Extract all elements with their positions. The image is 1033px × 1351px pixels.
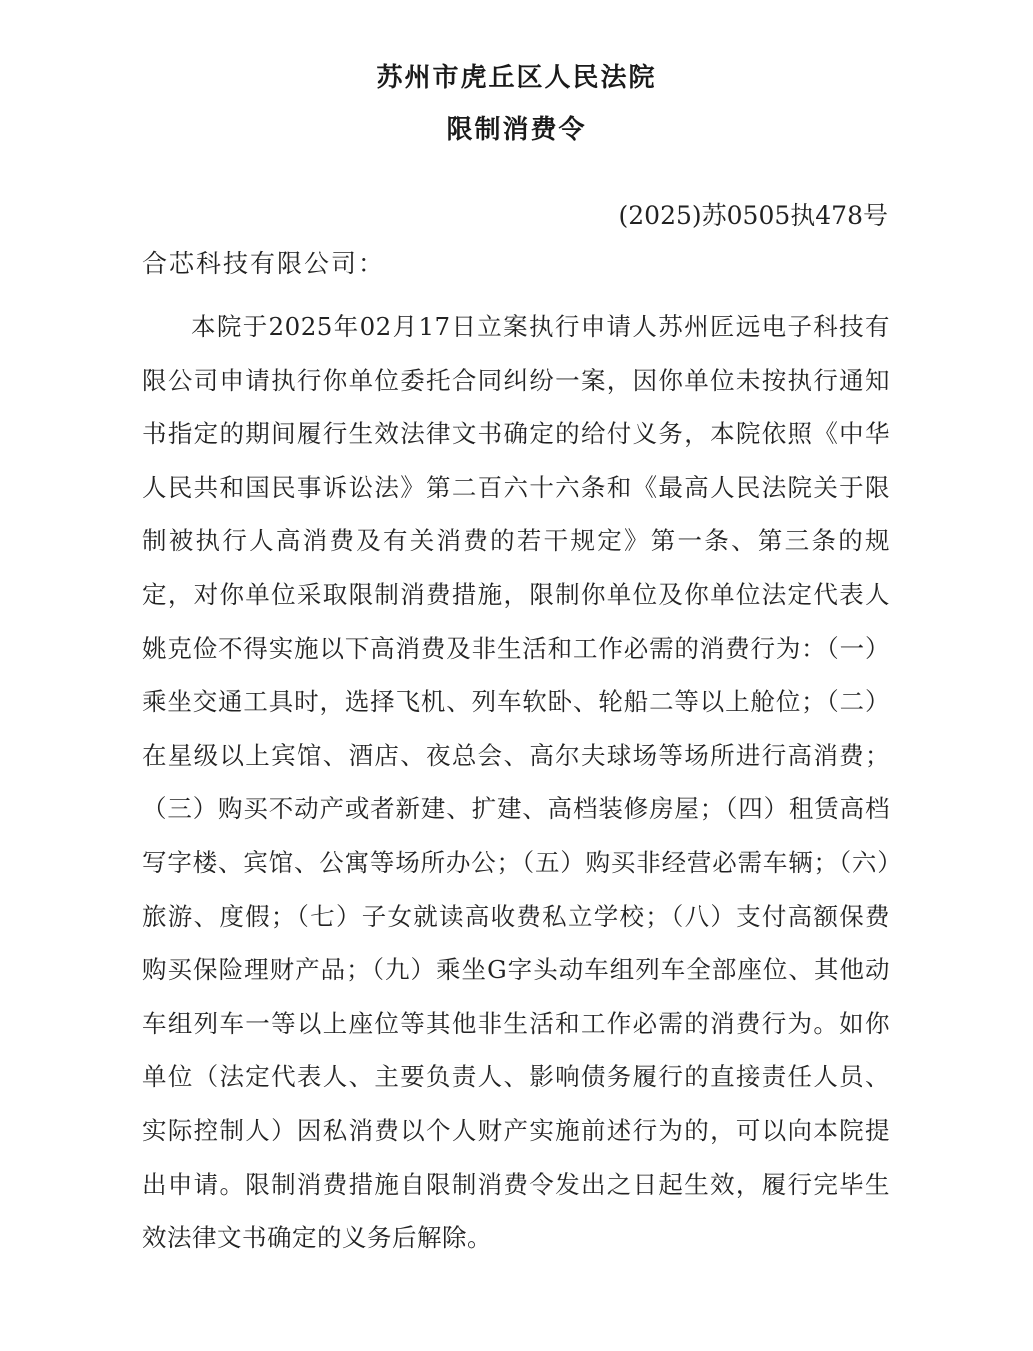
case-number: (2025)苏0505执478号 bbox=[618, 201, 888, 230]
document-header bbox=[0, 52, 1033, 156]
body-paragraph: 本院于2025年02月17日立案执行申请人苏州匠远电子科技有限公司申请执行你单位委托合同纠纷一案，因你单位未按执行通知书指定的期间履行生效法律文书确定的给付义务，本院依照《中华人民共和国民事诉讼法》第二百六十六条和《最高人民法院关于限制被执行人高消费及有关消费的若干规定》第一条、第三条的规定，对你单位采取限制消费措施，限制你单位及你单位法定代表人姚克俭不得实施以下高消费及非生活和工作必需的消费行为：（一）乘坐交通工具时，选择飞机、列车软卧、轮船二等以上舱位；（二）在星级以上宾馆、酒店、夜总会、高尔夫球场等场所进行高消费；（三）购买不动产或者新建、扩建、高档装修房屋；（四）租赁高档写字楼、宾馆、公寓等场所办公；（五）购买非经营必需车辆；（六）旅游、度假；（七）子女就读高收费私立学校；（八）支付高额保费购买保险理财产品；（九）乘坐G字头动车组列车全部座位、其他动车组列车一等以上座位等其他非生活和工作必需的消费行为。如你单位（法定代表人、主要负责人、影响债务履行的直接责任人员、实际控制人）因私消费以个人财产实施前述行为的，可以向本院提出申请。限制消费措施自限制消费令发出之日起生效，履行完毕生效法律文书确定的义务后解除。 bbox=[142, 312, 890, 1253]
court-name: 苏州市虎丘区人民法院 bbox=[376, 63, 657, 93]
addressee: 合芯科技有限公司： bbox=[142, 249, 386, 278]
document-title: 限制消费令 bbox=[446, 115, 587, 145]
